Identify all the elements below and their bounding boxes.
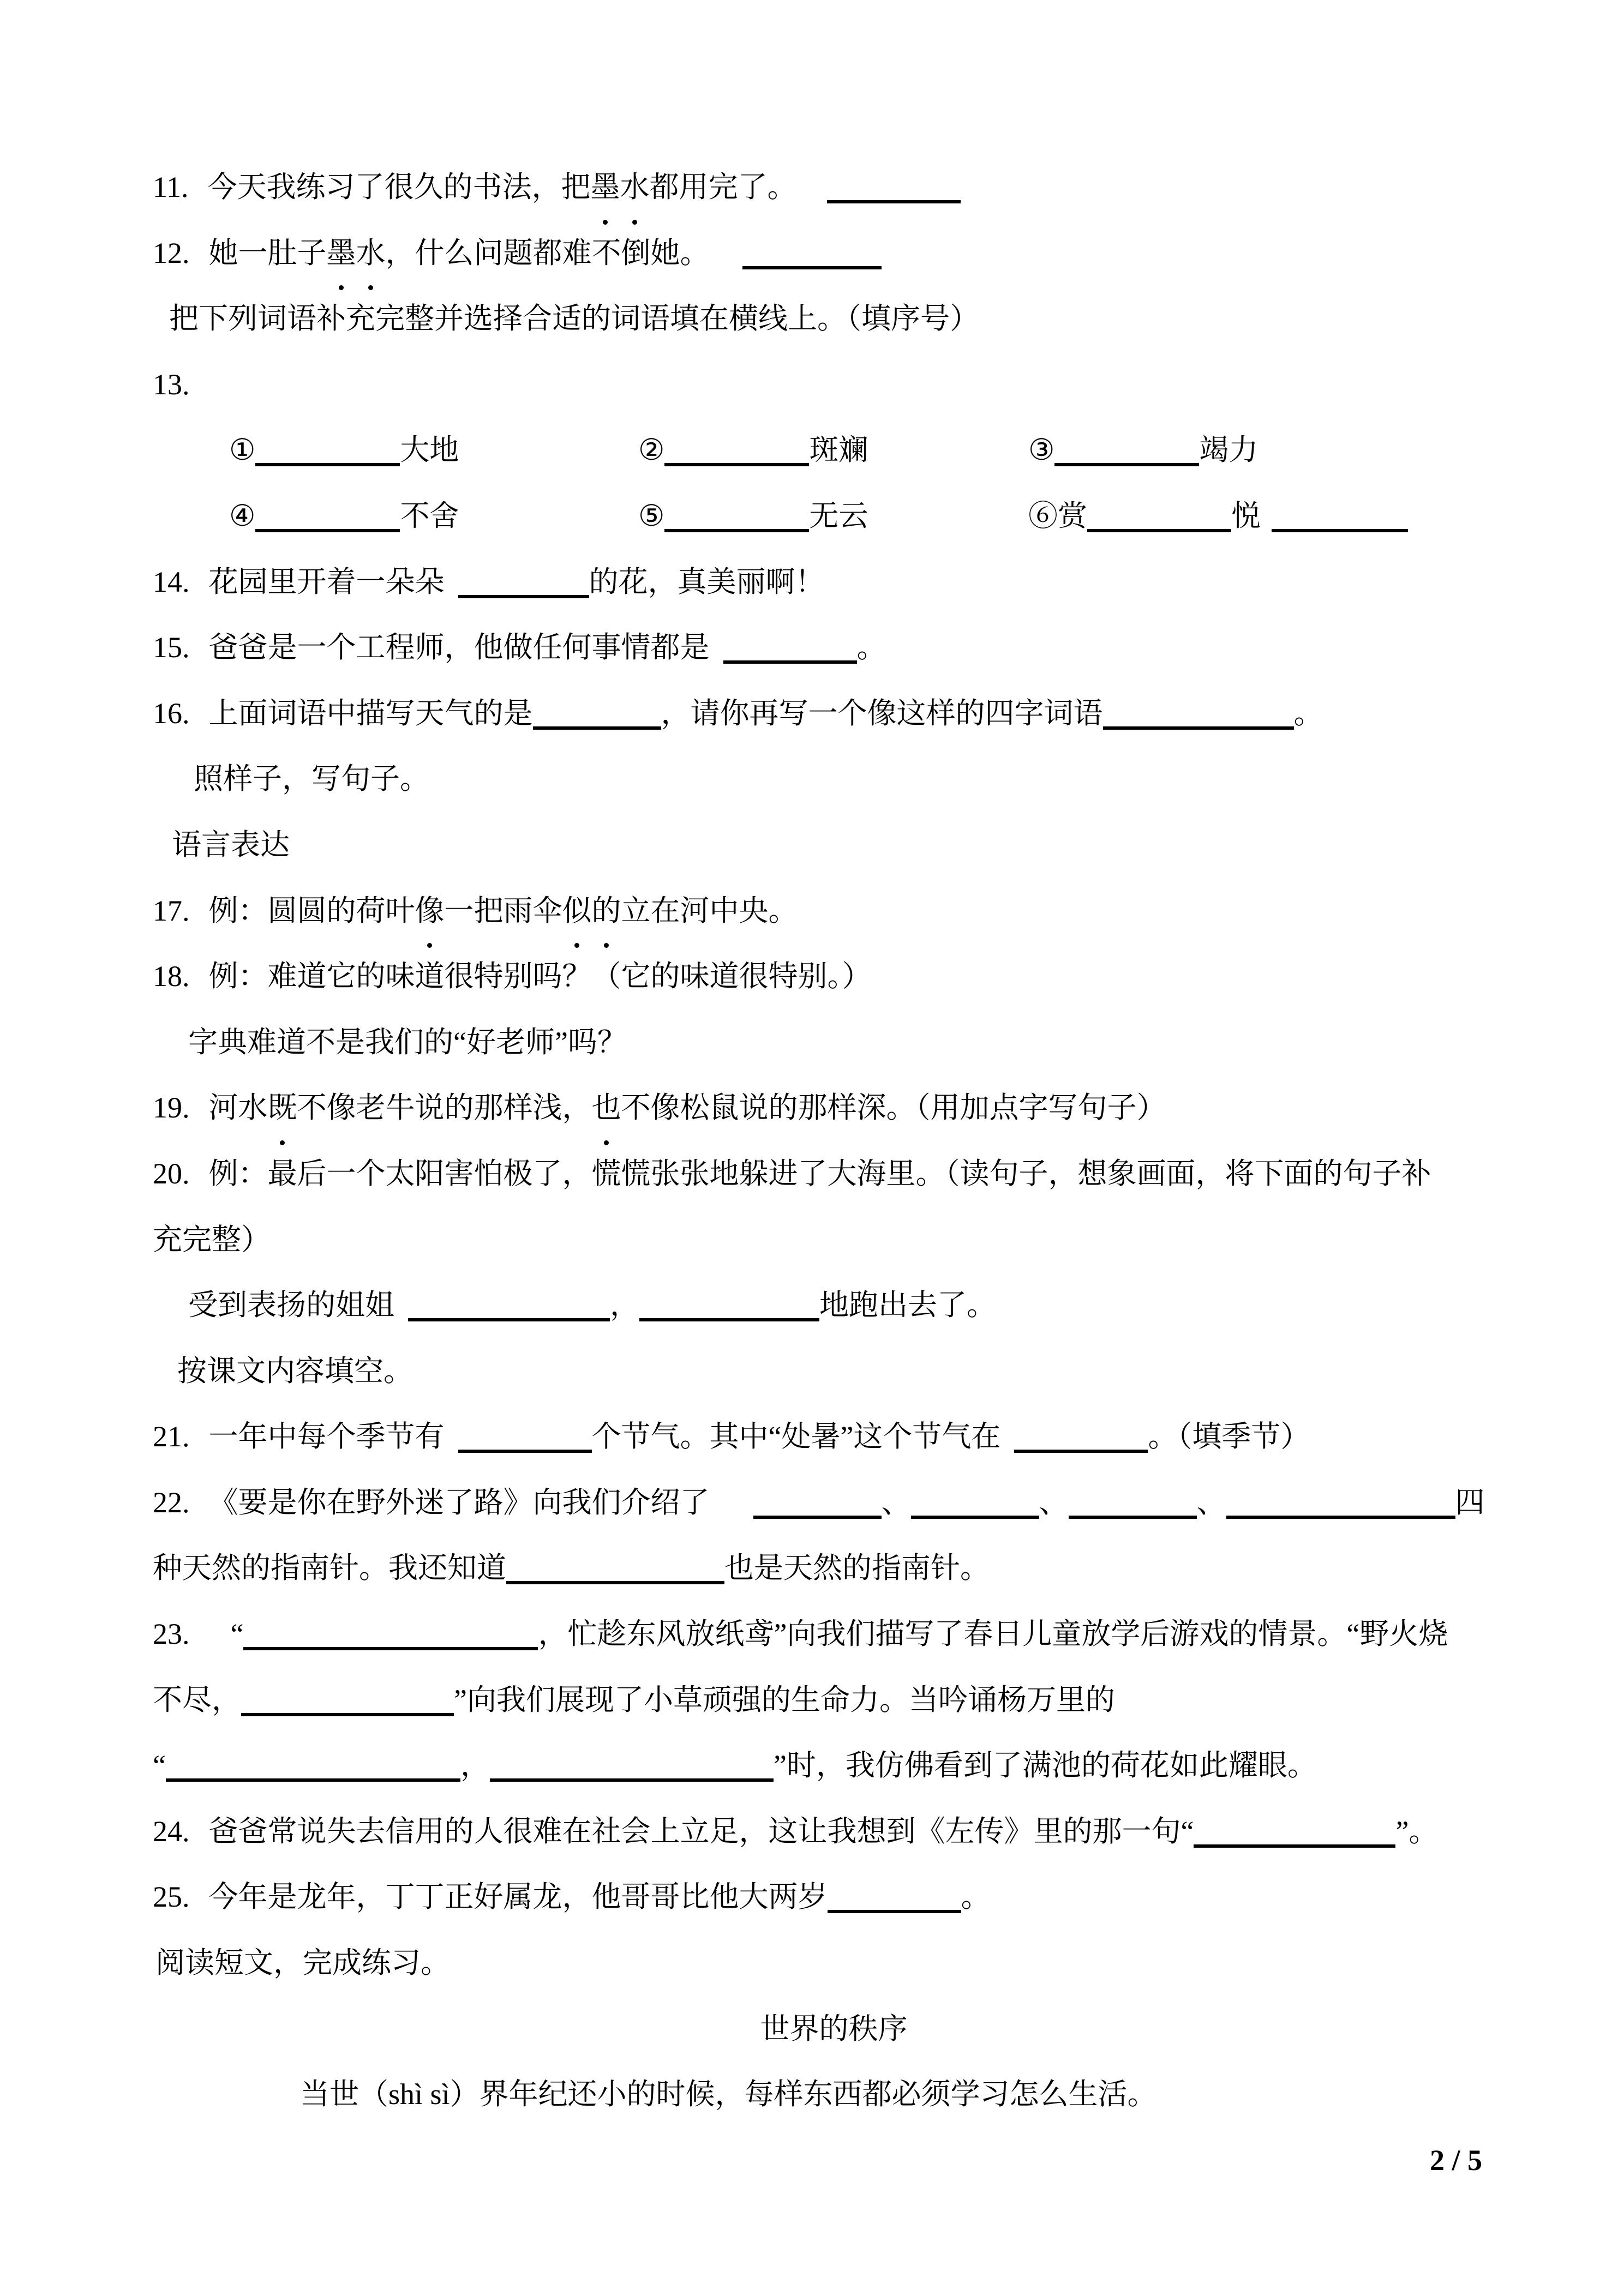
word-completion-item — [638, 483, 1028, 549]
spacer — [394, 1314, 408, 1315]
word-completion-item — [1028, 417, 1258, 483]
reading-paragraph — [153, 2061, 1515, 2127]
q15 — [153, 615, 1515, 681]
emphasis-dot-char: 墨 — [591, 154, 620, 220]
q20-line1-text: 例：最后一个太阳害怕极了，慌慌张张地躲进了大海里。（读句子，想象画面，将下面的句子补 — [208, 1157, 1431, 1190]
q21-text: 。（填季节） — [1148, 1420, 1310, 1453]
q18-text: 18. — [153, 960, 190, 993]
section-fill-by-text-text: 按课文内容填空。 — [177, 1354, 413, 1387]
section-reading-text: 阅读短文，完成练习。 — [155, 1946, 450, 1980]
spacer — [710, 262, 742, 263]
q20-answer-text: ， — [610, 1289, 639, 1322]
emphasis-dot-char: 像 — [415, 878, 445, 944]
q18-sub-text: 字典难道不是我们的“好老师”吗？ — [188, 1025, 627, 1059]
fill-in-blank[interactable] — [408, 1294, 610, 1321]
word-row-1-text: ② — [638, 434, 665, 467]
q22-line1-text: 、 — [1039, 1486, 1069, 1519]
q17-text: 一把雨伞 — [444, 894, 562, 927]
q16-text: 16. — [153, 696, 190, 730]
section-copy-sentence-text: 照样子，写句子。 — [194, 762, 429, 796]
q12-text: 12. — [153, 236, 190, 269]
q22-line2 — [153, 1535, 1515, 1601]
q19-text: 不像松鼠说的那样深。（用加点字写句子） — [621, 1091, 1166, 1125]
word-row-2-text: ④ — [229, 499, 256, 532]
section-complete-words-text: 把下列词语补充完整并选择合适的词语填在横线上。（填序号） — [169, 302, 979, 335]
spacer — [190, 262, 209, 263]
q16 — [153, 681, 1515, 747]
q15-text: 。 — [856, 631, 886, 664]
q19-text: 19. — [153, 1091, 190, 1125]
word-row-2-text: 无云 — [809, 499, 868, 532]
q25-text: 25. — [153, 1880, 190, 1914]
word-completion-item — [229, 483, 638, 549]
fill-in-blank[interactable] — [1226, 1492, 1455, 1519]
q25-text: 今年是龙年，丁丁正好属龙，他哥哥比他大两岁 — [208, 1880, 828, 1914]
q22-line1-text: 、 — [881, 1486, 911, 1519]
q20-line1-text: 20. — [153, 1157, 190, 1190]
reading-title-text: 世界的秩序 — [760, 2012, 908, 2045]
q14 — [153, 549, 1515, 615]
q20-line2 — [153, 1207, 1515, 1273]
q20-answer-text: 地跑出去了。 — [819, 1289, 996, 1322]
q17-text: 例：圆圆的荷叶 — [208, 894, 415, 927]
fill-in-blank[interactable] — [828, 1886, 961, 1913]
fill-in-blank[interactable] — [1014, 1426, 1148, 1453]
q11-text: 都用完了。 — [649, 171, 797, 203]
word-row-1-text: 斑斓 — [809, 434, 868, 467]
q25 — [153, 1864, 1515, 1930]
word-completion-item — [229, 417, 638, 483]
spacer — [190, 985, 209, 986]
word-row-2-text: 悦 — [1231, 499, 1261, 532]
word-row-1-text: ③ — [1028, 434, 1055, 467]
q25-text: 。 — [961, 1880, 991, 1914]
word-row-1-text: 大地 — [400, 434, 459, 467]
q18-text: 例：难道它的味道很特别吗？（它的味道很特别。） — [208, 960, 872, 993]
fill-in-blank[interactable] — [664, 439, 809, 466]
q23-line3-text: ， — [460, 1749, 490, 1782]
q23-line1-text: ，忙趁东风放纸鸢”向我们描写了春日儿童放学后游戏的情景。“野火烧 — [538, 1618, 1448, 1651]
q22-line1-text: 22. — [153, 1486, 190, 1519]
q16-text: 。 — [1293, 696, 1323, 730]
spacer — [190, 1643, 231, 1644]
fill-in-blank[interactable] — [458, 571, 589, 598]
q12-text: ，什么问题都难不倒她。 — [385, 236, 710, 269]
q22-line1-text: 《要是你在野外迷了路》向我们介绍了 — [208, 1486, 710, 1519]
fill-in-blank[interactable] — [243, 1623, 538, 1650]
fill-in-blank[interactable] — [241, 1689, 454, 1716]
spacer — [190, 591, 209, 592]
q23-line2-text: ”向我们展现了小草顽强的生命力。当吟诵杨万里的 — [454, 1683, 1115, 1716]
q19 — [153, 1075, 1515, 1141]
fill-in-blank[interactable] — [742, 242, 882, 269]
q13 — [153, 352, 1515, 418]
q11-text: 11. — [153, 171, 189, 203]
fill-in-blank[interactable] — [255, 505, 400, 532]
q15-text: 15. — [153, 631, 190, 664]
fill-in-blank[interactable] — [458, 1426, 592, 1453]
fill-in-blank[interactable] — [1054, 439, 1199, 466]
fill-in-blank[interactable] — [490, 1754, 774, 1782]
q22-line1-text: 、 — [1196, 1486, 1226, 1519]
fill-in-blank[interactable] — [533, 702, 661, 730]
emphasis-dot-char: 水 — [620, 154, 650, 220]
emphasis-dot-char: 墨 — [327, 220, 356, 286]
fill-in-blank[interactable] — [255, 439, 400, 466]
fill-in-blank[interactable] — [827, 176, 961, 203]
fill-in-blank[interactable] — [1103, 702, 1294, 730]
q22-line1-text: 四 — [1455, 1486, 1485, 1519]
emphasis-dot-char: 水 — [356, 220, 386, 286]
q13-text: 13. — [153, 368, 190, 401]
section-fill-by-text — [153, 1338, 1515, 1404]
q23-line1-text: 23. — [153, 1618, 190, 1651]
fill-in-blank[interactable] — [664, 505, 809, 532]
q24-text: 爸爸常说失去信用的人很难在社会上立足，这让我想到《左传》里的那一句“ — [208, 1814, 1194, 1848]
q15-text: 爸爸是一个工程师，他做任何事情都是 — [208, 631, 710, 664]
word-row-2-text: ⑤ — [638, 499, 665, 532]
section-language — [153, 812, 1515, 878]
word-row-2-text: 不舍 — [400, 499, 459, 532]
section-reading — [153, 1930, 1515, 1996]
q23-line3-text: “ — [153, 1749, 166, 1782]
fill-in-blank[interactable] — [506, 1557, 724, 1584]
q12 — [153, 220, 1515, 286]
section-complete-words — [153, 286, 1515, 352]
q11 — [153, 154, 1515, 220]
q14-text: 14. — [153, 565, 190, 598]
reading-title — [153, 1996, 1515, 2062]
q23-line3-text: ”时，我仿佛看到了满池的荷花如此耀眼。 — [773, 1749, 1317, 1782]
word-completion-item — [638, 417, 1028, 483]
fill-in-blank[interactable] — [723, 636, 857, 664]
q21-text: 个节气。其中“处暑”这个节气在 — [591, 1420, 1001, 1453]
fill-in-blank[interactable] — [639, 1294, 819, 1321]
q22-line2-text: 种天然的指南针。我还知道 — [153, 1552, 506, 1585]
word-completion-item — [1028, 483, 1408, 549]
q23-line1 — [153, 1601, 1515, 1667]
q17-text: 立在河中央。 — [621, 894, 798, 927]
spacer — [190, 1906, 209, 1907]
q18 — [153, 943, 1515, 1009]
q17 — [153, 878, 1515, 944]
emphasis-dot-char: 既 — [268, 1075, 297, 1141]
q20-answer-text: 受到表扬的姐姐 — [188, 1289, 394, 1322]
q23-line1-text: “ — [230, 1618, 244, 1651]
fill-in-blank[interactable] — [753, 1492, 882, 1519]
q16-text: 上面词语中描写天气的是 — [208, 696, 533, 730]
q17-text: 17. — [153, 894, 190, 927]
q12-text: 她一肚子 — [208, 236, 327, 269]
spacer — [190, 920, 209, 921]
q24-text: 24. — [153, 1814, 190, 1848]
fill-in-blank[interactable] — [1087, 505, 1231, 532]
q16-text: ，请你再写一个像这样的四字词语 — [661, 696, 1103, 730]
q22-line2-text: 也是天然的指南针。 — [724, 1552, 990, 1585]
q24 — [153, 1799, 1515, 1865]
section-copy-sentence — [153, 746, 1515, 812]
word-row-1-text: 竭力 — [1199, 434, 1259, 467]
q19-text: 不像老牛说的那样浅， — [297, 1091, 592, 1125]
q18-sub — [153, 1009, 1515, 1075]
emphasis-dot-char: 似 — [562, 878, 592, 944]
q14-text: 花园里开着一朵朵 — [208, 565, 445, 598]
q23-line3 — [153, 1733, 1515, 1799]
q14-text: 的花，真美丽啊！ — [589, 565, 825, 598]
fill-in-blank[interactable] — [911, 1492, 1039, 1519]
fill-in-blank[interactable] — [1194, 1820, 1395, 1848]
q20-line2-text: 充完整） — [153, 1223, 271, 1256]
fill-in-blank[interactable] — [1069, 1492, 1197, 1519]
q22-line1 — [153, 1470, 1515, 1536]
q23-line2-text: 不尽， — [153, 1683, 241, 1716]
page-number — [153, 2127, 1515, 2193]
fill-in-blank[interactable] — [166, 1754, 460, 1782]
word-row-1 — [153, 417, 1515, 483]
q23-line2 — [153, 1667, 1515, 1733]
fill-in-blank[interactable] — [1272, 505, 1408, 532]
spacer — [445, 591, 458, 592]
q21 — [153, 1404, 1515, 1470]
word-row-2 — [153, 483, 1515, 549]
section-language-text: 语言表达 — [172, 828, 290, 861]
spacer — [1261, 525, 1272, 526]
word-row-1-text: ① — [229, 434, 256, 467]
q21-text: 一年中每个季节有 — [208, 1420, 445, 1453]
page-number-text: 2 / 5 — [1429, 2143, 1482, 2177]
reading-paragraph-text: 当世（shì sì）界年纪还小的时候，每样东西都必须学习怎么生活。 — [300, 2078, 1157, 2111]
emphasis-dot-char: 的 — [592, 878, 621, 944]
word-row-2-text: ⑥赏 — [1028, 499, 1087, 532]
spacer — [189, 196, 208, 197]
q19-text: 河水 — [208, 1091, 268, 1125]
emphasis-dot-char: 也 — [592, 1075, 621, 1141]
q20-answer — [153, 1272, 1515, 1338]
q21-text: 21. — [153, 1420, 190, 1453]
q11-text: 今天我练习了很久的书法，把 — [207, 171, 591, 203]
q24-text: ”。 — [1395, 1814, 1439, 1848]
q20-line1 — [153, 1141, 1515, 1207]
spacer — [797, 196, 827, 197]
